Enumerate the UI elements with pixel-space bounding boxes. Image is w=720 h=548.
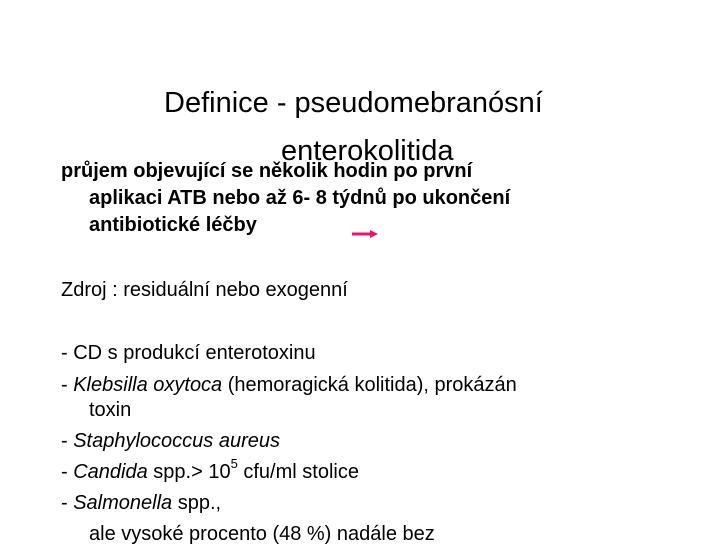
definition-line-3: antibiotické léčby [89, 214, 257, 236]
organism-name: Klebsilla oxytoca [73, 374, 223, 396]
list-dash: - [61, 461, 74, 483]
list-item-klebsiella [61, 372, 517, 399]
list-dash: - [61, 430, 74, 452]
definition-line-2: aplikaci ATB nebo až 6- 8 týdnů po ukončení [89, 187, 511, 209]
list-item-text: cfu/ml stolice [237, 461, 359, 483]
list-item-percentage: ale vysoké procento (48 %) nadále bez [89, 523, 435, 545]
slide-title-line-2: enterokolitida [281, 135, 454, 167]
organism-name: Salmonella [73, 492, 173, 514]
list-item-text: (hemoragická kolitida), prokázán [222, 374, 517, 396]
definition-line-1: průjem objevující se několik hodin po první [61, 160, 473, 182]
list-item-klebsiella-continuation: toxin [89, 399, 132, 421]
list-dash: - [61, 492, 74, 514]
list-item-text: spp., [172, 492, 222, 514]
arrow-head [370, 230, 378, 238]
organism-name: Candida [73, 461, 148, 483]
list-item-staphylococcus [61, 428, 280, 455]
exponent: 5 [230, 456, 238, 472]
arrow-right-icon [352, 229, 378, 239]
list-item-candida [61, 456, 359, 486]
organism-name: Staphylococcus aureus [73, 430, 281, 452]
list-item-salmonella [61, 490, 221, 517]
source-line: Zdroj : residuální nebo exogenní [61, 279, 348, 301]
list-item-text: spp.> 10 [147, 461, 231, 483]
list-dash: - [61, 374, 74, 396]
slide-title-line-1: Definice - pseudomebranósní [164, 87, 543, 119]
list-item-cd: - CD s produkcí enterotoxinu [61, 342, 316, 364]
